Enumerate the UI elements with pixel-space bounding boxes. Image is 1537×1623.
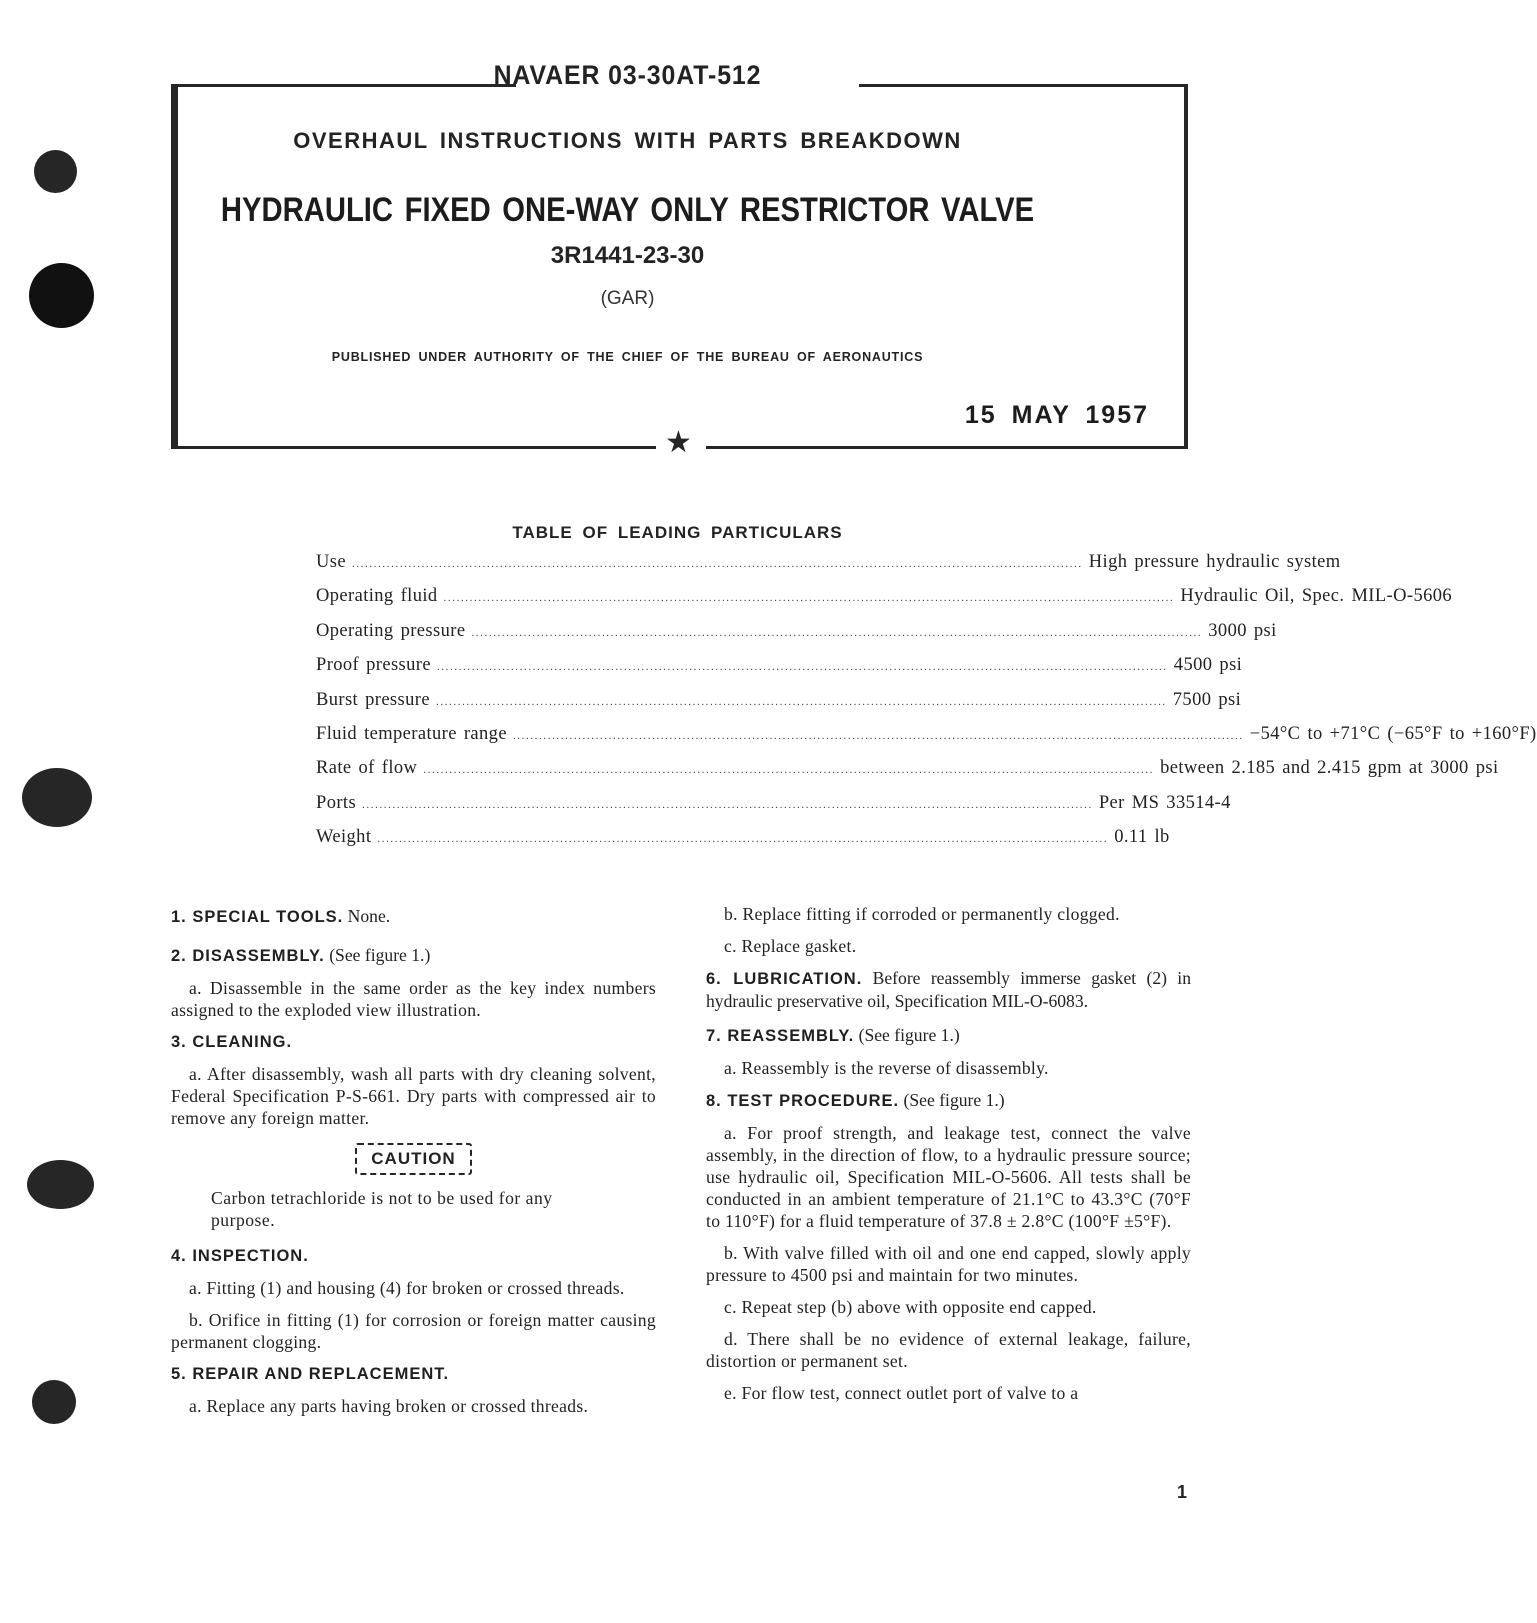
step-paragraph: d. There shall be no evidence of external leakage, failure, distortion or permanent set. xyxy=(706,1329,1191,1371)
particular-value: 7500 psi xyxy=(1172,689,1242,710)
step-paragraph: e. For flow test, connect outlet port of valve to a xyxy=(724,1383,1079,1403)
document-title: HYDRAULIC FIXED ONE-WAY ONLY RESTRICTOR VALVE xyxy=(220,191,1035,229)
section-heading: 5. REPAIR AND REPLACEMENT. xyxy=(171,1365,450,1383)
particular-label: Use xyxy=(316,552,346,572)
section-cleaning xyxy=(171,1031,656,1231)
particular-value: 0.11 lb xyxy=(1114,827,1170,848)
particular-label: Burst pressure xyxy=(316,689,430,710)
step-paragraph: b. Replace fitting if corroded or permanently clogged. xyxy=(724,904,1120,924)
punch-hole xyxy=(22,768,92,827)
publishing-authority: PUBLISHED UNDER AUTHORITY OF THE CHIEF OF THE BUREAU OF AERONAUTICS xyxy=(331,350,924,364)
publication-date: 15 MAY 1957 xyxy=(964,401,1149,429)
section-heading: 4. INSPECTION. xyxy=(171,1247,309,1265)
particular-row xyxy=(316,758,1499,792)
particular-row xyxy=(316,792,1231,827)
section-heading: 2. DISASSEMBLY. xyxy=(171,947,325,965)
step-paragraph: c. Repeat step (b) above with opposite end capped. xyxy=(724,1297,1097,1317)
section-inspection xyxy=(171,1245,656,1353)
particular-value: between 2.185 and 2.415 gpm at 3000 psi xyxy=(1160,758,1499,779)
step-paragraph: a. Reassembly is the reverse of disassembly. xyxy=(724,1058,1049,1078)
leading-particulars-table xyxy=(316,552,1537,862)
section-text: Before reassembly immerse gasket (2) in hydraulic preservative oil, Specification MIL-O-6083. xyxy=(706,968,1191,1011)
particular-row xyxy=(316,586,1453,620)
right-column xyxy=(706,903,1191,1414)
particular-row xyxy=(316,620,1277,655)
step-paragraph: a. After disassembly, wash all parts with dry cleaning solvent, Federal Specification P-S-661. Dry parts with compressed air to remove any foreign matter. xyxy=(171,1064,656,1128)
step-paragraph: a. Fitting (1) and housing (4) for broken or crossed threads. xyxy=(189,1278,625,1298)
caution-text: Carbon tetrachloride is not to be used for any purpose. xyxy=(211,1188,553,1230)
particular-label: Weight xyxy=(316,827,372,848)
particular-value: Hydraulic Oil, Spec. MIL-O-5606 xyxy=(1180,586,1453,607)
dot-leader: ........................................................................................................................................................................ xyxy=(351,558,1083,570)
section-lubrication xyxy=(706,967,1191,1012)
step-paragraph: c. Replace gasket. xyxy=(724,936,857,956)
step-paragraph: a. Disassemble in the same order as the key index numbers assigned to the exploded view illustration. xyxy=(171,978,656,1020)
section-repair-replacement xyxy=(171,1363,656,1417)
caution-label: CAUTION xyxy=(355,1143,471,1175)
star-icon: ★ xyxy=(665,425,692,460)
particular-label: Operating fluid xyxy=(316,586,438,607)
particular-value: 4500 psi xyxy=(1173,655,1243,676)
document-subtitle: OVERHAUL INSTRUCTIONS WITH PARTS BREAKDOWN xyxy=(293,128,962,153)
dot-leader: ........................................................................................................................................................................ xyxy=(377,833,1109,846)
particular-label: Proof pressure xyxy=(316,655,431,676)
dot-leader: ........................................................................................................................................................................ xyxy=(471,626,1203,639)
manufacturer-code: (GAR) xyxy=(600,288,655,309)
section-heading: 7. REASSEMBLY. xyxy=(706,1027,855,1045)
step-paragraph: a. Replace any parts having broken or crossed threads. xyxy=(189,1396,589,1416)
caution-box xyxy=(171,1143,656,1175)
particular-row xyxy=(316,655,1243,689)
part-number: 3R1441-23-30 xyxy=(550,242,705,269)
section-heading: 1. SPECIAL TOOLS. xyxy=(171,908,344,926)
section-special-tools xyxy=(171,905,656,928)
section-text: (See figure 1.) xyxy=(858,1025,960,1045)
section-test-procedure xyxy=(706,1089,1191,1404)
dot-leader: ........................................................................................................................................................................ xyxy=(443,592,1175,605)
particular-value: 3000 psi xyxy=(1208,620,1277,641)
section-heading: 3. CLEANING. xyxy=(171,1033,293,1051)
particular-row xyxy=(316,552,1341,586)
section-heading: 8. TEST PROCEDURE. xyxy=(706,1092,900,1110)
page-number: 1 xyxy=(1177,1482,1188,1502)
particular-value: Per MS 33514-4 xyxy=(1098,792,1231,813)
particular-label: Fluid temperature range xyxy=(316,723,507,744)
step-paragraph: b. With valve filled with oil and one end capped, slowly apply pressure to 4500 psi and maintain for two minutes. xyxy=(706,1243,1191,1285)
particular-label: Rate of flow xyxy=(316,758,418,779)
dot-leader: ........................................................................................................................................................................ xyxy=(423,764,1155,777)
section-heading: 6. LUBRICATION. xyxy=(706,970,863,988)
dot-leader: ........................................................................................................................................................................ xyxy=(436,661,1168,674)
particular-value: High pressure hydraulic system xyxy=(1088,552,1341,572)
frame-rule xyxy=(171,446,656,449)
leading-particulars-title: TABLE OF LEADING PARTICULARS xyxy=(512,523,843,542)
particular-label: Ports xyxy=(316,792,357,813)
particular-label: Operating pressure xyxy=(316,620,466,641)
punch-hole xyxy=(34,150,77,193)
section-reassembly xyxy=(706,1024,1191,1079)
frame-rule xyxy=(706,446,1188,449)
step-paragraph: a. For proof strength, and leakage test, connect the valve assembly, in the direction of flow, to a hydraulic pressure source; use hydraulic oil, Specification MIL-O-5606. All tests shall be conducted in an ambient temperature of 21.1°C to 43.3°C (70°F to 110°F) for a fluid temperature of 37.8 ± 2.8°C (100°F ±5°F). xyxy=(706,1123,1191,1231)
particular-row xyxy=(316,827,1170,861)
particular-row xyxy=(316,723,1537,758)
document-number: NAVAER 03-30AT-512 xyxy=(493,60,762,90)
particular-row xyxy=(316,689,1242,724)
section-disassembly xyxy=(171,944,656,1021)
dot-leader: ........................................................................................................................................................................ xyxy=(362,798,1093,811)
punch-hole xyxy=(27,1160,94,1209)
section-text: None. xyxy=(347,906,391,926)
step-paragraph: b. Orifice in fitting (1) for corrosion or foreign matter causing permanent clogging. xyxy=(171,1310,656,1352)
section-text: (See figure 1.) xyxy=(903,1090,1005,1110)
punch-hole xyxy=(32,1380,76,1424)
left-column xyxy=(171,905,656,1427)
dot-leader: ........................................................................................................................................................................ xyxy=(435,695,1167,708)
dot-leader: ........................................................................................................................................................................ xyxy=(512,729,1244,742)
section-text: (See figure 1.) xyxy=(329,945,431,965)
particular-value: −54°C to +71°C (−65°F to +160°F) xyxy=(1249,723,1537,744)
